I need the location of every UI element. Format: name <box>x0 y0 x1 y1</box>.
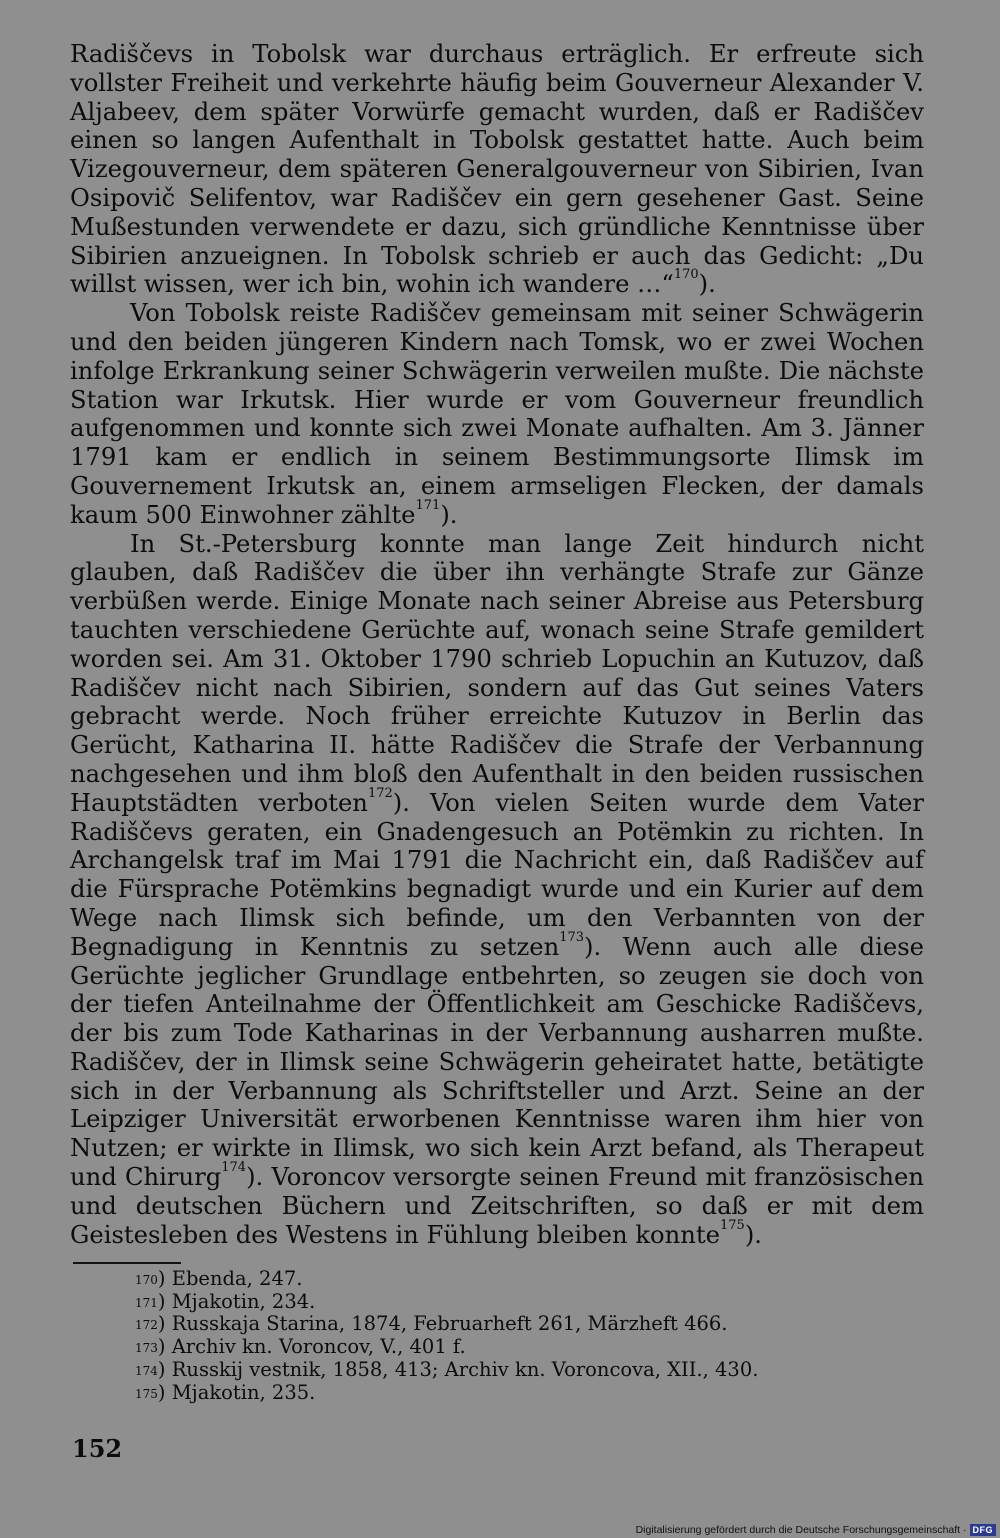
footnote-number: 172 <box>135 1318 158 1333</box>
footnote-text: ) Mjakotin, 235. <box>157 1380 316 1404</box>
footnote-reference: 175 <box>720 1217 745 1233</box>
paragraph-text: ). <box>440 499 458 529</box>
paragraph-text: ). <box>698 269 716 299</box>
footnote-number: 171 <box>135 1295 158 1310</box>
paragraph-text: Radiščevs in Tobolsk war durchaus erträglich. Er erfreute sich vollster Freiheit und verkehrte häufig beim Gouverneur Alexander V. Aljabeev, dem später Vorwürfe gemacht wurden, daß er Radiščev einen so langen Aufenthalt in Tobolsk gestattet hatte. Auch beim Vizegouverneur, dem späteren Generalgouverneur von Sibirien, Ivan Osipovič Selifentov, war Radiščev ein gern gesehener Gast. Seine Mußestunden verwendete er dazu, sich gründliche Kenntnisse über Sibirien anzueignen. In Tobolsk schrieb er auch das Gedicht: „Du willst wissen, wer ich bin, wohin ich wandere …“ <box>70 39 924 299</box>
footnote-reference: 170 <box>673 267 699 283</box>
footnote <box>135 1268 915 1291</box>
footnote <box>135 1359 915 1382</box>
footnote <box>135 1313 915 1336</box>
footnote-number: 173 <box>135 1341 158 1356</box>
paragraph <box>70 530 924 1250</box>
footnote-separator <box>73 1262 181 1264</box>
credit-text: Digitalisierung gefördert durch die Deutsche Forschungsgemeinschaft · <box>635 1524 967 1536</box>
paragraph-text: ). Wenn auch alle diese Gerüchte jeglicher Grundlage entbehrten, so zeugen sie doch von der tiefen Anteilnahme der Öffentlichkeit am Geschicke Radiščevs, der bis zum Tode Katharinas in der Verbannung ausharren mußte. Radiščev, der in Ilimsk seine Schwägerin geheiratet hatte, betätigte sich in der Verbannung als Schriftsteller und Arzt. Seine an der Leipziger Universität erworbenen Kenntnisse waren ihm hier von Nutzen; er wirkte in Ilimsk, wo sich kein Arzt befand, als Therapeut und Chirurg <box>70 931 924 1192</box>
footnote <box>135 1291 915 1314</box>
footnote-reference: 171 <box>415 497 441 513</box>
footnotes <box>135 1268 915 1404</box>
footnote-number: 170 <box>135 1273 158 1287</box>
footnote-text: ) Russkij vestnik, 1858, 413; Archiv kn. Voroncova, XII., 430. <box>157 1357 759 1381</box>
footnote-reference: 173 <box>559 929 585 945</box>
paragraph <box>70 40 924 299</box>
footnote-reference: 174 <box>221 1160 247 1176</box>
footnote-text: ) Russkaja Starina, 1874, Februarheft 261, Märzheft 466. <box>157 1312 728 1336</box>
footnote-number: 175 <box>135 1386 158 1401</box>
page-number: 152 <box>72 1434 123 1463</box>
footnote-text: ) Archiv kn. Voroncov, V., 401 f. <box>157 1335 466 1359</box>
footnote <box>135 1382 915 1405</box>
paragraph-text: ). Voroncov versorgte seinen Freund mit französischen und deutschen Büchern und Zeitschriften, so daß er mit dem Geistesleben des Westens in Fühlung bleiben konnte <box>70 1162 924 1249</box>
footnote-number: 174 <box>135 1363 158 1378</box>
footnote-text: ) Ebenda, 247. <box>157 1267 303 1290</box>
dfg-logo: DFG <box>970 1524 997 1536</box>
paragraph-text: In St.-Petersburg konnte man lange Zeit hindurch nicht glauben, daß Radiščev die über ihn verhängte Strafe zur Gänze verbüßen werde. Einige Monate nach seiner Abreise aus Petersburg tauchten verschiedene Gerüchte auf, wonach seine Strafe gemildert worden sei. Am 31. Oktober 1790 schrieb Lopuchin an Kutuzov, daß Radiščev nicht nach Sibirien, sondern auf das Gut seines Vaters gebracht werde. Noch früher erreichte Kutuzov in Berlin das Gerücht, Katharina II. hätte Radiščev die Strafe der Verbannung nachgesehen und ihm bloß den Aufenthalt in den beiden russischen Hauptstädten verboten <box>70 528 924 817</box>
paragraph-text: ). <box>744 1219 762 1249</box>
digitization-credit <box>636 1524 996 1536</box>
footnote-reference: 172 <box>367 785 393 801</box>
paragraph <box>70 299 924 529</box>
paragraph-text: Von Tobolsk reiste Radiščev gemeinsam mit seiner Schwägerin und den beiden jüngeren Kindern nach Tomsk, wo er zwei Wochen infolge Erkrankung seiner Schwägerin verweilen mußte. Die nächste Station war Irkutsk. Hier wurde er vom Gouverneur freundlich aufgenommen und konnte sich zwei Monate aufhalten. Am 3. Jänner 1791 kam er endlich in seinem Bestimmungsorte Ilimsk im Gouvernement Irkutsk an, einem armseligen Flecken, der damals kaum 500 Einwohner zählte <box>70 298 924 529</box>
paragraph-text: ). Von vielen Seiten wurde dem Vater Radiščevs geraten, ein Gnadengesuch an Potëmkin zu richten. In Archangelsk traf im Mai 1791 die Nachricht ein, daß Radiščev auf die Fürsprache Potëmkins begnadigt wurde und ein Kurier auf dem Wege nach Ilimsk sich befinde, um den Verbannten von der Begnadigung in Kenntnis zu setzen <box>70 787 924 961</box>
footnote <box>135 1336 915 1359</box>
footnote-text: ) Mjakotin, 234. <box>157 1289 316 1313</box>
body-text <box>70 40 924 1249</box>
